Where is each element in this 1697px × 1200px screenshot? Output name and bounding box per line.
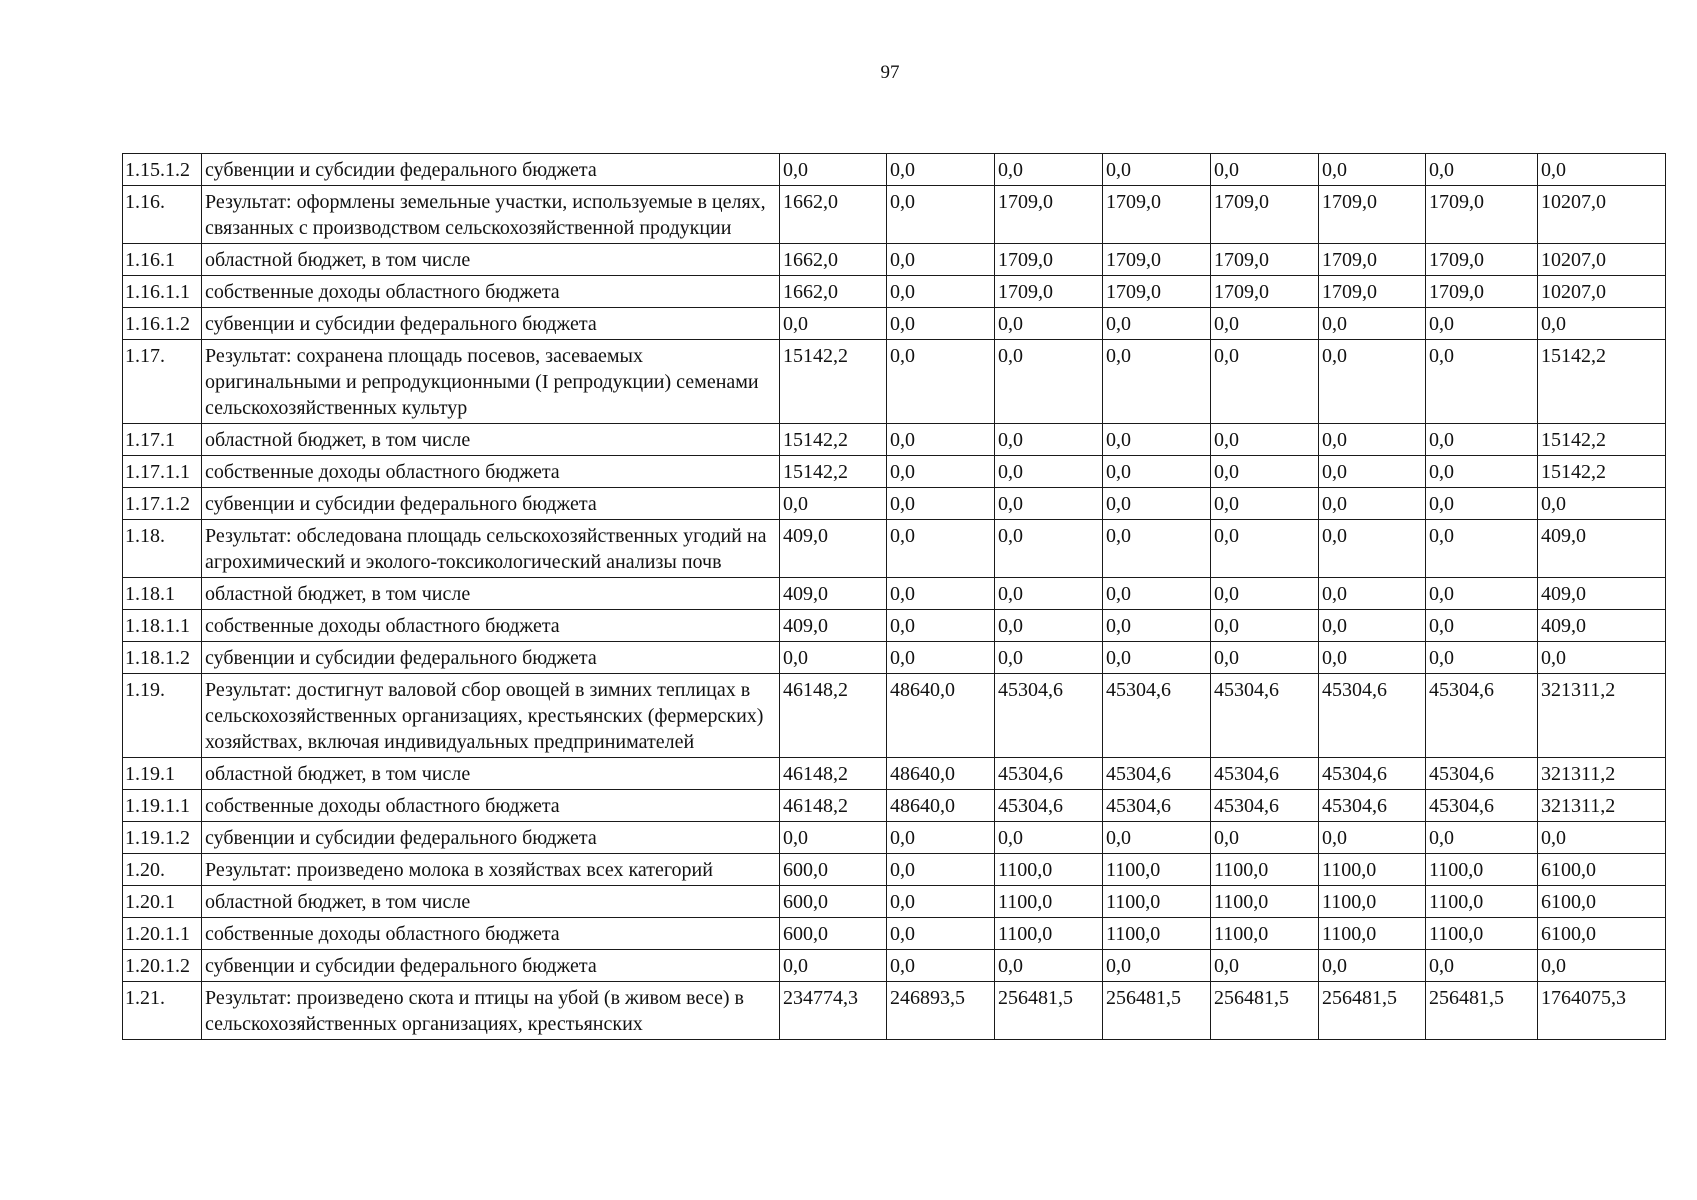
row-year-value: 46148,2 [780, 674, 887, 758]
row-description: Результат: произведено скота и птицы на убой (в живом весе) в сельскохозяйственных организациях, крестьянских [202, 982, 780, 1040]
row-code: 1.18.1 [123, 578, 202, 610]
row-code: 1.17.1.1 [123, 456, 202, 488]
row-year-value: 0,0 [1426, 154, 1538, 186]
row-year-value: 1100,0 [1426, 918, 1538, 950]
row-code: 1.20.1.1 [123, 918, 202, 950]
row-description: собственные доходы областного бюджета [202, 610, 780, 642]
row-description: субвенции и субсидии федерального бюджета [202, 154, 780, 186]
row-year-value: 45304,6 [1426, 674, 1538, 758]
budget-table [122, 153, 1666, 1040]
row-year-value: 1662,0 [780, 276, 887, 308]
row-year-value: 45304,6 [1319, 790, 1426, 822]
row-total-value: 10207,0 [1538, 186, 1666, 244]
row-year-value: 1709,0 [995, 276, 1103, 308]
row-year-value: 45304,6 [1319, 674, 1426, 758]
row-description: субвенции и субсидии федерального бюджета [202, 642, 780, 674]
row-year-value: 0,0 [1103, 822, 1211, 854]
row-year-value: 0,0 [1211, 456, 1319, 488]
row-description: собственные доходы областного бюджета [202, 276, 780, 308]
table-row [123, 610, 1666, 642]
row-year-value: 1100,0 [995, 854, 1103, 886]
row-description: субвенции и субсидии федерального бюджета [202, 488, 780, 520]
row-total-value: 6100,0 [1538, 886, 1666, 918]
row-code: 1.17. [123, 340, 202, 424]
row-year-value: 45304,6 [1103, 790, 1211, 822]
row-year-value: 45304,6 [995, 674, 1103, 758]
row-year-value: 0,0 [887, 424, 995, 456]
row-year-value: 0,0 [995, 154, 1103, 186]
row-year-value: 1100,0 [1103, 886, 1211, 918]
row-year-value: 1709,0 [1103, 244, 1211, 276]
row-description: собственные доходы областного бюджета [202, 790, 780, 822]
row-year-value: 1709,0 [995, 186, 1103, 244]
row-year-value: 0,0 [1426, 520, 1538, 578]
row-year-value: 0,0 [1103, 520, 1211, 578]
row-year-value: 0,0 [780, 488, 887, 520]
row-year-value: 0,0 [995, 424, 1103, 456]
row-description: Результат: достигнут валовой сбор овощей в зимних теплицах в сельскохозяйственных организациях, крестьянских (фермерских) хозяйствах, включая индивидуальных предпринимателей [202, 674, 780, 758]
row-year-value: 0,0 [1103, 308, 1211, 340]
row-year-value: 256481,5 [1426, 982, 1538, 1040]
row-total-value: 6100,0 [1538, 918, 1666, 950]
row-year-value: 0,0 [1319, 340, 1426, 424]
row-year-value: 1100,0 [1103, 918, 1211, 950]
row-year-value: 1709,0 [1103, 276, 1211, 308]
row-year-value: 0,0 [1103, 950, 1211, 982]
row-year-value: 1662,0 [780, 186, 887, 244]
table-row [123, 982, 1666, 1040]
row-total-value: 0,0 [1538, 488, 1666, 520]
row-year-value: 0,0 [1103, 642, 1211, 674]
row-code: 1.18.1.1 [123, 610, 202, 642]
row-year-value: 0,0 [887, 308, 995, 340]
row-code: 1.20.1 [123, 886, 202, 918]
row-year-value: 45304,6 [1426, 790, 1538, 822]
row-year-value: 1662,0 [780, 244, 887, 276]
row-year-value: 0,0 [780, 950, 887, 982]
row-code: 1.18. [123, 520, 202, 578]
row-year-value: 0,0 [995, 520, 1103, 578]
row-year-value: 256481,5 [995, 982, 1103, 1040]
row-year-value: 0,0 [1103, 340, 1211, 424]
table-row [123, 674, 1666, 758]
row-year-value: 48640,0 [887, 758, 995, 790]
table-row [123, 186, 1666, 244]
row-year-value: 0,0 [1426, 578, 1538, 610]
row-year-value: 48640,0 [887, 790, 995, 822]
row-year-value: 45304,6 [1319, 758, 1426, 790]
row-year-value: 0,0 [1319, 642, 1426, 674]
row-code: 1.19.1.1 [123, 790, 202, 822]
row-code: 1.17.1.2 [123, 488, 202, 520]
row-year-value: 45304,6 [1211, 790, 1319, 822]
row-year-value: 0,0 [1319, 488, 1426, 520]
row-code: 1.20.1.2 [123, 950, 202, 982]
table-row [123, 424, 1666, 456]
row-description: областной бюджет, в том числе [202, 244, 780, 276]
row-code: 1.20. [123, 854, 202, 886]
row-year-value: 0,0 [1211, 520, 1319, 578]
row-year-value: 1709,0 [1211, 276, 1319, 308]
row-total-value: 15142,2 [1538, 424, 1666, 456]
row-total-value: 10207,0 [1538, 276, 1666, 308]
row-year-value: 0,0 [995, 610, 1103, 642]
row-year-value: 0,0 [887, 918, 995, 950]
table-row [123, 276, 1666, 308]
row-year-value: 0,0 [1426, 456, 1538, 488]
row-year-value: 1100,0 [1426, 854, 1538, 886]
table-row [123, 340, 1666, 424]
row-year-value: 0,0 [887, 154, 995, 186]
row-year-value: 1100,0 [1211, 886, 1319, 918]
row-year-value: 0,0 [887, 276, 995, 308]
row-total-value: 409,0 [1538, 520, 1666, 578]
row-year-value: 409,0 [780, 578, 887, 610]
row-year-value: 1100,0 [1211, 854, 1319, 886]
row-year-value: 0,0 [1319, 154, 1426, 186]
row-year-value: 1100,0 [995, 886, 1103, 918]
row-description: Результат: оформлены земельные участки, используемые в целях, связанных с производством сельскохозяйственной продукции [202, 186, 780, 244]
row-year-value: 1100,0 [1319, 854, 1426, 886]
row-total-value: 15142,2 [1538, 340, 1666, 424]
row-year-value: 0,0 [1426, 950, 1538, 982]
table-row [123, 822, 1666, 854]
table-row [123, 950, 1666, 982]
row-year-value: 0,0 [995, 488, 1103, 520]
row-year-value: 1100,0 [1319, 918, 1426, 950]
table-row [123, 578, 1666, 610]
row-year-value: 0,0 [1319, 520, 1426, 578]
row-year-value: 45304,6 [1426, 758, 1538, 790]
row-year-value: 0,0 [780, 308, 887, 340]
row-year-value: 1709,0 [1426, 186, 1538, 244]
row-code: 1.15.1.2 [123, 154, 202, 186]
row-year-value: 45304,6 [1103, 758, 1211, 790]
row-year-value: 234774,3 [780, 982, 887, 1040]
page-number: 97 [880, 62, 900, 83]
row-year-value: 0,0 [887, 610, 995, 642]
row-year-value: 0,0 [887, 822, 995, 854]
row-description: субвенции и субсидии федерального бюджета [202, 822, 780, 854]
row-description: собственные доходы областного бюджета [202, 918, 780, 950]
row-total-value: 321311,2 [1538, 790, 1666, 822]
table-row [123, 308, 1666, 340]
row-code: 1.21. [123, 982, 202, 1040]
row-year-value: 48640,0 [887, 674, 995, 758]
row-year-value: 0,0 [887, 186, 995, 244]
row-year-value: 600,0 [780, 854, 887, 886]
row-description: областной бюджет, в том числе [202, 758, 780, 790]
row-year-value: 0,0 [1211, 950, 1319, 982]
row-total-value: 0,0 [1538, 308, 1666, 340]
row-total-value: 0,0 [1538, 154, 1666, 186]
row-year-value: 0,0 [1319, 822, 1426, 854]
row-year-value: 0,0 [780, 154, 887, 186]
row-total-value: 15142,2 [1538, 456, 1666, 488]
row-year-value: 0,0 [1319, 610, 1426, 642]
row-year-value: 0,0 [887, 950, 995, 982]
row-year-value: 0,0 [887, 578, 995, 610]
row-year-value: 0,0 [1103, 456, 1211, 488]
table-row [123, 758, 1666, 790]
row-year-value: 256481,5 [1319, 982, 1426, 1040]
row-year-value: 0,0 [1211, 154, 1319, 186]
row-year-value: 1100,0 [1103, 854, 1211, 886]
row-year-value: 0,0 [995, 950, 1103, 982]
row-year-value: 0,0 [1103, 488, 1211, 520]
row-total-value: 0,0 [1538, 642, 1666, 674]
row-description: собственные доходы областного бюджета [202, 456, 780, 488]
row-year-value: 1709,0 [1426, 276, 1538, 308]
row-year-value: 600,0 [780, 918, 887, 950]
row-year-value: 256481,5 [1211, 982, 1319, 1040]
row-year-value: 0,0 [995, 340, 1103, 424]
row-year-value: 1709,0 [1319, 276, 1426, 308]
row-year-value: 0,0 [1103, 610, 1211, 642]
row-year-value: 15142,2 [780, 340, 887, 424]
row-year-value: 1709,0 [1319, 244, 1426, 276]
row-year-value: 0,0 [780, 822, 887, 854]
row-year-value: 0,0 [1211, 424, 1319, 456]
row-description: областной бюджет, в том числе [202, 886, 780, 918]
row-year-value: 0,0 [887, 244, 995, 276]
row-year-value: 0,0 [1426, 610, 1538, 642]
row-year-value: 1709,0 [1103, 186, 1211, 244]
row-code: 1.17.1 [123, 424, 202, 456]
row-year-value: 0,0 [1319, 950, 1426, 982]
row-total-value: 6100,0 [1538, 854, 1666, 886]
row-description: областной бюджет, в том числе [202, 424, 780, 456]
row-total-value: 0,0 [1538, 822, 1666, 854]
row-year-value: 1100,0 [1211, 918, 1319, 950]
row-year-value: 0,0 [887, 642, 995, 674]
row-year-value: 45304,6 [1211, 758, 1319, 790]
table-row [123, 790, 1666, 822]
table-row [123, 154, 1666, 186]
row-year-value: 0,0 [1103, 578, 1211, 610]
row-year-value: 0,0 [995, 642, 1103, 674]
row-year-value: 0,0 [887, 854, 995, 886]
row-year-value: 0,0 [1103, 154, 1211, 186]
row-year-value: 0,0 [995, 822, 1103, 854]
row-year-value: 0,0 [1211, 822, 1319, 854]
row-year-value: 0,0 [1211, 340, 1319, 424]
row-year-value: 46148,2 [780, 790, 887, 822]
row-year-value: 0,0 [887, 340, 995, 424]
row-year-value: 46148,2 [780, 758, 887, 790]
table-row [123, 918, 1666, 950]
row-code: 1.19.1.2 [123, 822, 202, 854]
row-year-value: 45304,6 [995, 758, 1103, 790]
row-code: 1.18.1.2 [123, 642, 202, 674]
row-code: 1.16.1 [123, 244, 202, 276]
row-year-value: 1709,0 [1211, 186, 1319, 244]
row-year-value: 45304,6 [1103, 674, 1211, 758]
row-year-value: 0,0 [1211, 578, 1319, 610]
row-year-value: 1100,0 [995, 918, 1103, 950]
row-description: областной бюджет, в том числе [202, 578, 780, 610]
row-year-value: 45304,6 [995, 790, 1103, 822]
row-total-value: 409,0 [1538, 610, 1666, 642]
row-year-value: 0,0 [1426, 488, 1538, 520]
row-year-value: 0,0 [1211, 610, 1319, 642]
row-year-value: 409,0 [780, 610, 887, 642]
row-year-value: 0,0 [995, 578, 1103, 610]
row-year-value: 0,0 [1319, 578, 1426, 610]
row-description: Результат: сохранена площадь посевов, засеваемых оригинальными и репродукционными (I репродукции) семенами сельскохозяйственных культур [202, 340, 780, 424]
row-year-value: 1709,0 [1211, 244, 1319, 276]
row-year-value: 1100,0 [1319, 886, 1426, 918]
row-description: Результат: произведено молока в хозяйствах всех категорий [202, 854, 780, 886]
table-row [123, 854, 1666, 886]
row-year-value: 0,0 [1319, 424, 1426, 456]
row-description: Результат: обследована площадь сельскохозяйственных угодий на агрохимический и эколого-токсикологический анализы почв [202, 520, 780, 578]
row-year-value: 0,0 [887, 520, 995, 578]
row-year-value: 15142,2 [780, 424, 887, 456]
row-code: 1.16.1.2 [123, 308, 202, 340]
row-year-value: 45304,6 [1211, 674, 1319, 758]
table-row [123, 642, 1666, 674]
row-year-value: 0,0 [1426, 308, 1538, 340]
row-year-value: 600,0 [780, 886, 887, 918]
row-code: 1.19. [123, 674, 202, 758]
table-row [123, 488, 1666, 520]
row-year-value: 0,0 [1319, 456, 1426, 488]
row-total-value: 0,0 [1538, 950, 1666, 982]
row-description: субвенции и субсидии федерального бюджета [202, 308, 780, 340]
row-year-value: 0,0 [887, 456, 995, 488]
table-body [123, 154, 1666, 1040]
table-row [123, 520, 1666, 578]
row-year-value: 0,0 [1426, 642, 1538, 674]
table-row [123, 244, 1666, 276]
table-row [123, 456, 1666, 488]
row-year-value: 0,0 [1211, 308, 1319, 340]
row-year-value: 1709,0 [1426, 244, 1538, 276]
table-row [123, 886, 1666, 918]
row-total-value: 409,0 [1538, 578, 1666, 610]
row-total-value: 1764075,3 [1538, 982, 1666, 1040]
row-code: 1.16. [123, 186, 202, 244]
row-year-value: 0,0 [1319, 308, 1426, 340]
row-year-value: 409,0 [780, 520, 887, 578]
row-year-value: 0,0 [1103, 424, 1211, 456]
row-year-value: 0,0 [780, 642, 887, 674]
row-total-value: 321311,2 [1538, 758, 1666, 790]
row-total-value: 321311,2 [1538, 674, 1666, 758]
row-year-value: 1709,0 [995, 244, 1103, 276]
row-year-value: 1100,0 [1426, 886, 1538, 918]
row-year-value: 0,0 [1211, 488, 1319, 520]
row-year-value: 1709,0 [1319, 186, 1426, 244]
row-year-value: 0,0 [887, 886, 995, 918]
row-year-value: 256481,5 [1103, 982, 1211, 1040]
row-code: 1.19.1 [123, 758, 202, 790]
row-year-value: 0,0 [887, 488, 995, 520]
row-year-value: 0,0 [1211, 642, 1319, 674]
row-year-value: 0,0 [1426, 822, 1538, 854]
row-year-value: 246893,5 [887, 982, 995, 1040]
row-year-value: 0,0 [1426, 340, 1538, 424]
row-year-value: 0,0 [1426, 424, 1538, 456]
row-description: субвенции и субсидии федерального бюджета [202, 950, 780, 982]
row-year-value: 0,0 [995, 308, 1103, 340]
row-year-value: 15142,2 [780, 456, 887, 488]
row-code: 1.16.1.1 [123, 276, 202, 308]
row-year-value: 0,0 [995, 456, 1103, 488]
row-total-value: 10207,0 [1538, 244, 1666, 276]
